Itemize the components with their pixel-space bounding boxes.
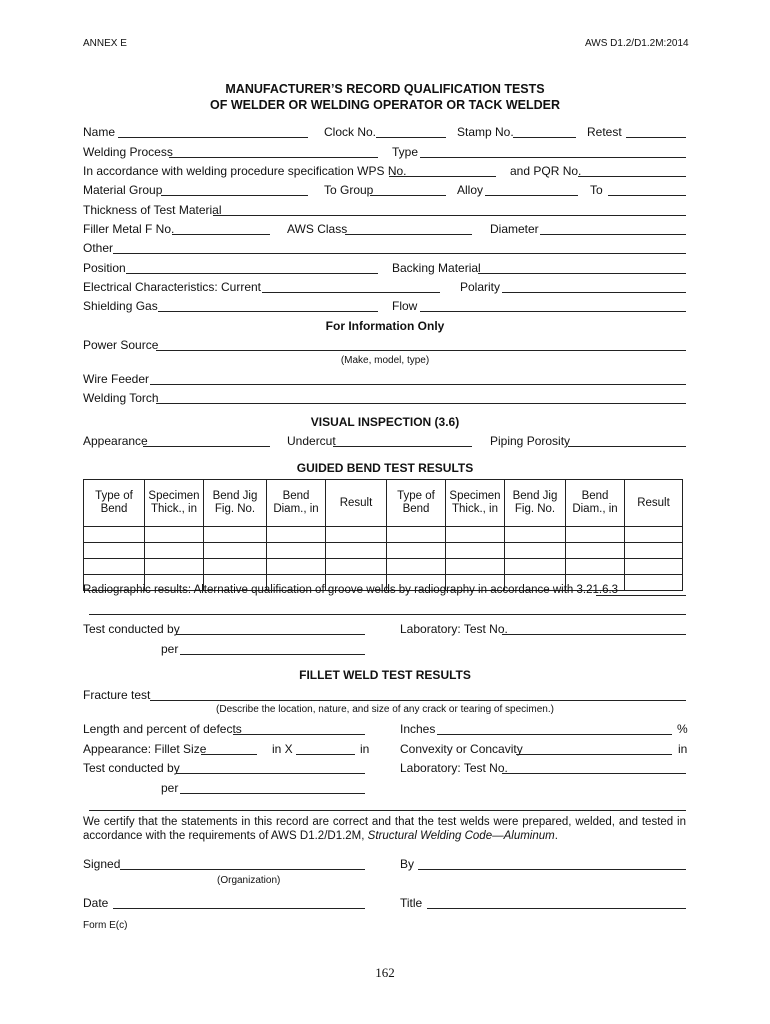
length-percent-field[interactable] xyxy=(233,734,365,735)
table-cell[interactable] xyxy=(267,543,326,559)
table-cell[interactable] xyxy=(204,527,267,543)
flow-field[interactable] xyxy=(420,311,686,312)
col-specimen-thick-1: Specimen Thick., in xyxy=(145,480,204,527)
table-cell[interactable] xyxy=(204,543,267,559)
appearance-label: Appearance xyxy=(83,434,148,448)
table-cell[interactable] xyxy=(625,527,683,543)
thickness-label: Thickness of Test Material xyxy=(83,203,222,217)
form-title-line1: MANUFACTURER’S RECORD QUALIFICATION TESTS xyxy=(225,82,545,96)
type-field[interactable] xyxy=(420,157,686,158)
filler-metal-label: Filler Metal F No. xyxy=(83,222,175,236)
header-right: AWS D1.2/D1.2M:2014 xyxy=(585,38,689,49)
piping-porosity-field[interactable] xyxy=(568,446,686,447)
table-cell[interactable] xyxy=(566,559,625,575)
fillet-extra-line[interactable] xyxy=(89,810,686,811)
table-cell[interactable] xyxy=(446,559,505,575)
radio-per-label: per xyxy=(161,642,179,656)
convexity-in-label: in xyxy=(678,742,688,756)
to-label: To xyxy=(590,183,603,197)
name-label: Name xyxy=(83,125,116,139)
undercut-field[interactable] xyxy=(333,446,472,447)
aws-class-field[interactable] xyxy=(345,234,472,235)
to-group-field[interactable] xyxy=(370,195,446,196)
describe-caption: (Describe the location, nature, and size of any crack or tearing of specimen.) xyxy=(216,704,554,715)
retest-label: Retest xyxy=(587,125,622,139)
wps-label: In accordance with welding procedure specification WPS No. xyxy=(83,164,407,178)
col-type-of-bend-2: Type of Bend xyxy=(387,480,446,527)
by-field[interactable] xyxy=(418,869,686,870)
table-cell[interactable] xyxy=(625,543,683,559)
diameter-label: Diameter xyxy=(490,222,539,236)
table-cell[interactable] xyxy=(267,559,326,575)
signed-field[interactable] xyxy=(120,869,365,870)
material-group-label: Material Group xyxy=(83,183,163,197)
power-source-label: Power Source xyxy=(83,338,159,352)
date-label: Date xyxy=(83,896,109,910)
table-cell[interactable] xyxy=(326,543,387,559)
bend-table-header xyxy=(84,480,683,527)
bend-test-heading: GUIDED BEND TEST RESULTS xyxy=(296,461,474,475)
fracture-test-label: Fracture test xyxy=(83,688,151,702)
fillet-test-conducted-field[interactable] xyxy=(176,773,365,774)
form-label: Form E(c) xyxy=(83,920,128,931)
shielding-gas-label: Shielding Gas xyxy=(83,299,158,313)
table-row xyxy=(84,559,683,575)
alloy-field[interactable] xyxy=(485,195,578,196)
col-bend-jig-2: Bend Jig Fig. No. xyxy=(505,480,566,527)
fillet-test-conducted-label: Test conducted by xyxy=(83,761,180,775)
info-only-heading: For Information Only xyxy=(325,319,445,333)
convexity-label: Convexity or Concavity xyxy=(400,742,523,756)
radio-test-conducted-label: Test conducted by xyxy=(83,622,180,636)
to-group-label: To Group xyxy=(324,183,374,197)
position-field[interactable] xyxy=(126,273,378,274)
in-x-label: in X xyxy=(272,742,293,756)
fracture-test-field[interactable] xyxy=(150,700,686,701)
retest-field[interactable] xyxy=(626,137,686,138)
fillet-heading: FILLET WELD TEST RESULTS xyxy=(299,668,471,682)
material-group-field[interactable] xyxy=(161,195,308,196)
polarity-field[interactable] xyxy=(502,292,686,293)
fillet-size-label: Appearance: Fillet Size xyxy=(83,742,207,756)
filler-metal-field[interactable] xyxy=(172,234,270,235)
header-left: ANNEX E xyxy=(83,38,127,49)
form-title-line2: OF WELDER OR WELDING OPERATOR OR TACK WELDER xyxy=(210,98,560,112)
undercut-label: Undercut xyxy=(287,434,336,448)
col-specimen-thick-2: Specimen Thick., in xyxy=(446,480,505,527)
fillet-per-field[interactable] xyxy=(180,793,365,794)
shielding-gas-field[interactable] xyxy=(158,311,378,312)
table-cell[interactable] xyxy=(145,559,204,575)
by-label: By xyxy=(400,857,415,871)
table-cell[interactable] xyxy=(505,543,566,559)
wire-feeder-label: Wire Feeder xyxy=(83,372,150,386)
table-cell[interactable] xyxy=(84,559,145,575)
col-result-2: Result xyxy=(625,480,683,527)
bend-test-table xyxy=(83,479,683,591)
page-number: 162 xyxy=(375,965,395,980)
aws-class-label: AWS Class xyxy=(287,222,348,236)
clock-no-field[interactable] xyxy=(376,137,446,138)
flow-label: Flow xyxy=(392,299,418,313)
title-field[interactable] xyxy=(427,908,686,909)
power-source-field[interactable] xyxy=(156,350,686,351)
welding-process-field[interactable] xyxy=(169,157,378,158)
diameter-field[interactable] xyxy=(540,234,686,235)
radio-test-conducted-field[interactable] xyxy=(176,634,365,635)
in-unit-label: in xyxy=(360,742,370,756)
code-title: Structural Welding Code—Aluminum xyxy=(367,830,555,842)
stamp-no-label: Stamp No. xyxy=(457,125,514,139)
appearance-field[interactable] xyxy=(143,446,270,447)
alloy-label: Alloy xyxy=(457,183,484,197)
inches-field[interactable] xyxy=(437,734,672,735)
table-row xyxy=(84,527,683,543)
table-cell[interactable] xyxy=(566,543,625,559)
table-cell[interactable] xyxy=(387,559,446,575)
table-cell[interactable] xyxy=(145,543,204,559)
table-cell[interactable] xyxy=(625,575,683,591)
piping-porosity-label: Piping Porosity xyxy=(490,434,571,448)
welding-torch-label: Welding Torch xyxy=(83,391,159,405)
table-cell[interactable] xyxy=(446,527,505,543)
backing-material-label: Backing Material xyxy=(392,261,481,275)
type-label: Type xyxy=(392,145,419,159)
col-type-of-bend-1: Type of Bend xyxy=(84,480,145,527)
radiographic-field-line2[interactable] xyxy=(89,614,686,615)
welding-process-label: Welding Process xyxy=(83,145,173,159)
radiographic-label: Radiographic results: Alternative qualification of groove welds by radiography in accordance with 3.21.6.3 xyxy=(83,584,619,596)
table-cell[interactable] xyxy=(505,527,566,543)
col-bend-diam-1: Bend Diam., in xyxy=(267,480,326,527)
wire-feeder-field[interactable] xyxy=(150,384,686,385)
welding-torch-field[interactable] xyxy=(156,403,686,404)
other-label: Other xyxy=(83,241,114,255)
radio-laboratory-label: Laboratory: Test No. xyxy=(400,622,508,636)
table-cell[interactable] xyxy=(84,543,145,559)
certify-statement: We certify that the statements in this record are correct and that the test welds were prepared, welded, and tested in accordance with the requirements of AWS D1.2/D1.2M, Structural Welding Code—Aluminum. xyxy=(83,816,686,842)
organization-caption: (Organization) xyxy=(217,875,281,886)
position-label: Position xyxy=(83,261,126,275)
signed-label: Signed xyxy=(83,857,121,871)
current-label: Current xyxy=(221,280,262,294)
name-field[interactable] xyxy=(118,137,308,138)
radiographic-field[interactable] xyxy=(596,595,686,596)
fillet-size-field[interactable] xyxy=(201,754,257,755)
col-bend-diam-2: Bend Diam., in xyxy=(566,480,625,527)
table-cell[interactable] xyxy=(566,527,625,543)
table-cell[interactable] xyxy=(145,527,204,543)
pqr-label: and PQR No. xyxy=(510,164,582,178)
table-cell[interactable] xyxy=(84,527,145,543)
table-cell[interactable] xyxy=(326,527,387,543)
radio-per-field[interactable] xyxy=(180,654,365,655)
thickness-field[interactable] xyxy=(213,215,686,216)
radio-laboratory-field[interactable] xyxy=(502,634,686,635)
date-field[interactable] xyxy=(113,908,365,909)
pqr-field[interactable] xyxy=(578,176,686,177)
polarity-label: Polarity xyxy=(460,280,501,294)
clock-no-label: Clock No. xyxy=(324,125,377,139)
col-bend-jig-1: Bend Jig Fig. No. xyxy=(204,480,267,527)
backing-material-field[interactable] xyxy=(478,273,686,274)
title-label: Title xyxy=(400,896,423,910)
inches-label: Inches xyxy=(400,722,436,736)
table-cell[interactable] xyxy=(505,559,566,575)
table-row xyxy=(84,543,683,559)
current-field[interactable] xyxy=(262,292,440,293)
table-cell[interactable] xyxy=(387,527,446,543)
percent-label: % xyxy=(677,722,688,736)
other-field[interactable] xyxy=(113,253,686,254)
table-cell[interactable] xyxy=(387,543,446,559)
convexity-field[interactable] xyxy=(516,754,672,755)
to-field[interactable] xyxy=(608,195,686,196)
table-cell[interactable] xyxy=(326,559,387,575)
table-cell[interactable] xyxy=(625,559,683,575)
fillet-laboratory-field[interactable] xyxy=(502,773,686,774)
table-cell[interactable] xyxy=(446,543,505,559)
wps-field[interactable] xyxy=(389,176,496,177)
fillet-laboratory-label: Laboratory: Test No. xyxy=(400,761,508,775)
table-cell[interactable] xyxy=(267,527,326,543)
table-cell[interactable] xyxy=(204,559,267,575)
stamp-no-field[interactable] xyxy=(513,137,576,138)
make-model-caption: (Make, model, type) xyxy=(340,355,430,366)
fillet-x-field[interactable] xyxy=(296,754,355,755)
length-percent-label: Length and percent of defects xyxy=(83,722,242,736)
visual-inspection-heading: VISUAL INSPECTION (3.6) xyxy=(310,415,460,429)
fillet-per-label: per xyxy=(161,781,179,795)
electrical-label: Electrical Characteristics: xyxy=(83,280,218,294)
col-result-1: Result xyxy=(326,480,387,527)
